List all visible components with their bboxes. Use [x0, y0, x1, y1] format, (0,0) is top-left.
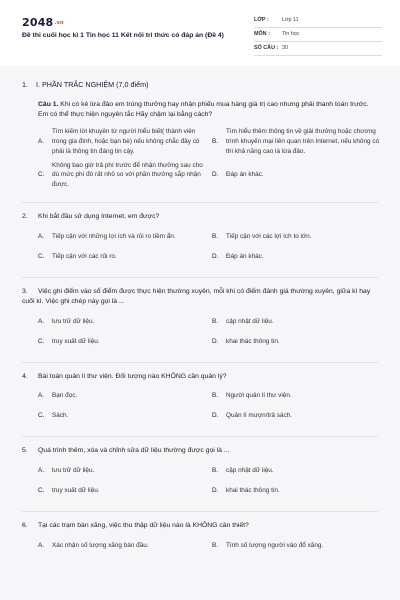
- question-text: Khi có kẻ lừa đảo em trúng thưởng hay nhận phiếu mua hàng giá trị cao nhưng phải thanh toán trước. Em có thể thực hiện nguyên tắc Hãy chậm lại bằng cách?: [38, 100, 369, 119]
- options-grid: [22, 538, 378, 558]
- document-title: Đề thi cuối học kì 1 Tin học 11 Kết nối tri thức có đáp án (Đề 4): [22, 32, 224, 39]
- option-text: Xác nhận số lượng xăng bán đầu.: [52, 541, 149, 549]
- question-number: 2.: [22, 213, 28, 221]
- option-letter: B.: [212, 467, 219, 474]
- option-a[interactable]: [38, 127, 212, 157]
- option-b[interactable]: [212, 538, 390, 554]
- question-4: [22, 372, 378, 429]
- option-letter: A.: [38, 541, 45, 549]
- option-letter: B.: [212, 317, 219, 325]
- option-text: lưu trữ dữ liệu.: [52, 467, 95, 474]
- options-grid: [22, 314, 378, 354]
- option-c[interactable]: [38, 161, 212, 191]
- option-text: Tìm kiếm lời khuyên từ người hiểu biết( thành viên trong gia đình, hoặc bạn bè) nếu không chắc đây có phải là thông tin đáng tin cậy.: [52, 127, 200, 155]
- exam-content: [0, 66, 400, 600]
- question-number: 5.: [22, 447, 28, 455]
- meta-key: MÔN :: [254, 30, 270, 37]
- option-letter: C.: [38, 171, 45, 179]
- option-b[interactable]: [212, 229, 390, 245]
- question-stem: [22, 521, 378, 532]
- option-c[interactable]: [38, 249, 212, 265]
- question-6: [22, 521, 378, 558]
- logo-main: 2048: [22, 16, 54, 29]
- divider: [22, 277, 378, 278]
- meta-key: LỚP :: [254, 16, 269, 23]
- option-letter: A.: [38, 467, 45, 474]
- option-b[interactable]: [212, 127, 390, 157]
- divider: [22, 511, 378, 512]
- question-3: [22, 287, 378, 354]
- option-text: khai thác thông tin.: [226, 487, 280, 494]
- option-b[interactable]: [212, 388, 390, 404]
- option-d[interactable]: [212, 483, 390, 499]
- question-text: Quá trình thêm, xóa và chỉnh sửa dữ liệu thường được gọi là ...: [38, 447, 230, 455]
- exam-meta: [254, 14, 382, 56]
- option-text: truy xuất dữ liệu.: [52, 337, 100, 345]
- meta-value: 30: [282, 44, 288, 51]
- question-number: 3.: [22, 287, 28, 295]
- question-stem: [22, 372, 378, 383]
- meta-value: Lớp 11: [282, 16, 299, 23]
- meta-row-subject: [254, 28, 382, 42]
- option-d[interactable]: [212, 408, 390, 424]
- option-letter: B.: [212, 541, 219, 549]
- options-grid: [22, 388, 378, 428]
- option-letter: B.: [212, 232, 219, 240]
- option-letter: C.: [38, 337, 45, 345]
- option-letter: A.: [38, 137, 45, 145]
- meta-value: Tin học: [282, 30, 300, 37]
- option-letter: B.: [212, 392, 219, 400]
- option-letter: A.: [38, 392, 45, 400]
- option-b[interactable]: [212, 463, 390, 479]
- option-text: Bạn đọc.: [52, 392, 78, 400]
- option-d[interactable]: [212, 249, 390, 265]
- divider: [22, 436, 378, 437]
- section-number: 1.: [22, 80, 28, 89]
- option-c[interactable]: [38, 408, 212, 424]
- option-a[interactable]: [38, 463, 212, 479]
- site-logo[interactable]: [22, 16, 64, 31]
- option-text: Tiếp cận với các rủi ro.: [52, 252, 117, 260]
- option-text: Đáp án khác.: [226, 171, 264, 179]
- question-stem: [22, 287, 378, 308]
- option-c[interactable]: [38, 334, 212, 350]
- option-letter: D.: [212, 337, 219, 345]
- divider: [22, 362, 378, 363]
- question-1: [22, 100, 378, 195]
- option-letter: A.: [38, 317, 45, 325]
- option-letter: A.: [38, 232, 45, 240]
- option-text: cập nhật dữ liệu.: [226, 467, 274, 474]
- meta-row-count: [254, 42, 382, 56]
- document-header: [0, 0, 400, 66]
- question-text: Khi bắt đầu sử dụng Internet, em được?: [38, 213, 160, 221]
- option-b[interactable]: [212, 314, 390, 330]
- option-text: Không bao giờ trả phí trước để nhận thưởng sau cho dù mức phí đó rất nhỏ so với phần thưởng sắp nhận được.: [52, 161, 203, 189]
- option-letter: C.: [38, 412, 45, 420]
- section-title: I. PHẦN TRẮC NGHIỆM (7,0 điểm): [36, 80, 149, 89]
- meta-key: SỐ CÂU :: [254, 44, 279, 51]
- option-a[interactable]: [38, 314, 212, 330]
- question-text: Tại các trạm bán xăng, việc thu thập dữ liệu nào là KHÔNG cần thiết?: [38, 521, 249, 529]
- options-grid: [22, 229, 378, 269]
- option-a[interactable]: [38, 229, 212, 245]
- question-stem: [22, 212, 378, 223]
- option-text: lưu trữ dữ liệu.: [52, 317, 95, 325]
- option-text: Đáp án khác.: [226, 252, 264, 260]
- question-text: Việc ghi điểm vào sổ điểm được thực hiện thường xuyên, mỗi khi có điểm đánh giá thường xuyên, giữa kì hay cuối kì. Việc ghi chép này gọi là ...: [22, 287, 371, 306]
- option-text: Tính số lượng người vào đổ xăng.: [226, 541, 324, 549]
- question-5: [22, 446, 378, 503]
- option-text: Tiếp cận với những lợi ích và rủi ro tiềm ẩn.: [52, 232, 176, 240]
- option-text: khai thác thông tin.: [226, 337, 280, 345]
- divider: [22, 202, 378, 203]
- question-label: Câu 1.: [38, 100, 59, 108]
- question-number: 4.: [22, 372, 28, 380]
- option-letter: C.: [38, 252, 45, 260]
- option-text: truy xuất dữ liệu.: [52, 487, 100, 494]
- option-text: Người quản lí thư viện.: [226, 392, 292, 400]
- section-heading: [22, 80, 378, 90]
- options-grid: [22, 127, 378, 195]
- option-text: Tiếp cận với các lợi ích to lớn.: [226, 232, 312, 240]
- option-a[interactable]: [38, 538, 212, 554]
- question-stem: [22, 100, 378, 121]
- option-letter: C.: [38, 487, 45, 494]
- option-letter: B.: [212, 137, 219, 145]
- option-letter: D.: [212, 171, 219, 179]
- option-a[interactable]: [38, 388, 212, 404]
- option-letter: D.: [212, 487, 219, 494]
- option-d[interactable]: [212, 334, 390, 350]
- option-d[interactable]: [212, 161, 390, 191]
- logo-suffix: .vn: [54, 20, 64, 26]
- meta-row-grade: [254, 14, 382, 28]
- option-text: Quản lí mượn/trả sách.: [226, 412, 293, 420]
- option-text: Tìm hiểu thêm thông tin về giải thưởng hoặc chương trình khuyến mại liên quan trên Internet, nếu không có thì khả năng cao là lừa đảo.: [226, 127, 380, 155]
- option-c[interactable]: [38, 483, 212, 499]
- option-text: Sách.: [52, 412, 69, 420]
- option-letter: D.: [212, 252, 219, 260]
- question-2: [22, 212, 378, 269]
- question-stem: [22, 446, 378, 457]
- options-grid: [22, 463, 378, 503]
- option-letter: D.: [212, 412, 219, 420]
- question-text: Bài toán quản lí thư viện. Đối tượng nào KHÔNG cần quản lý?: [38, 372, 227, 380]
- question-number: 6.: [22, 521, 28, 529]
- option-text: cập nhật dữ liệu.: [226, 317, 274, 325]
